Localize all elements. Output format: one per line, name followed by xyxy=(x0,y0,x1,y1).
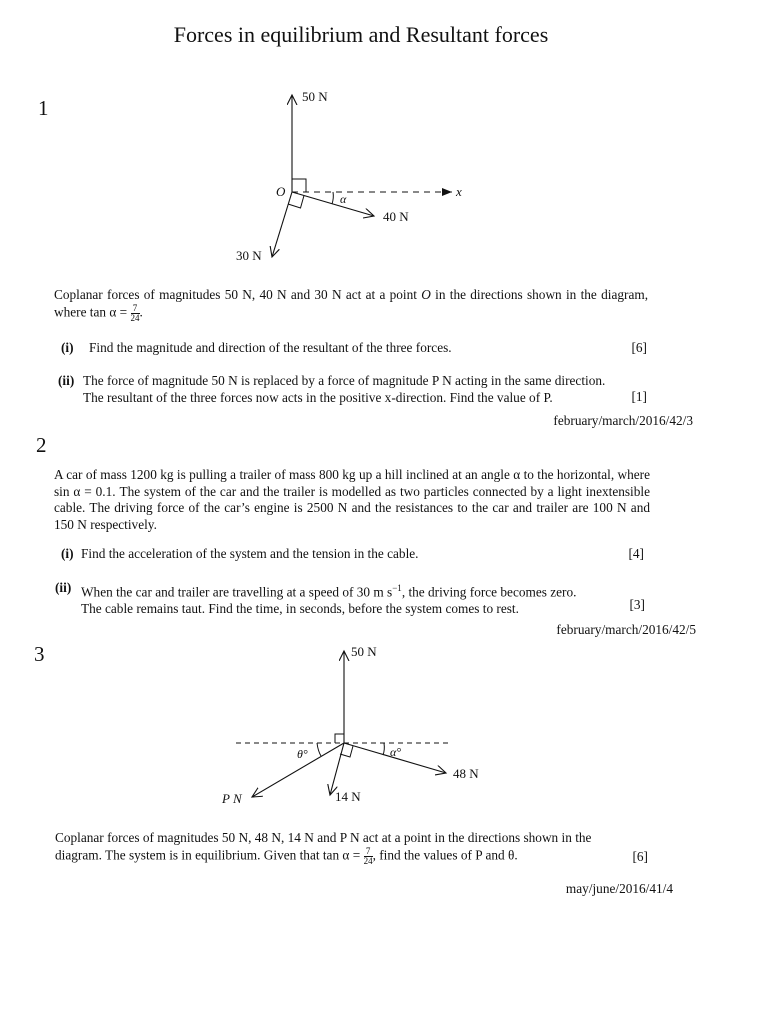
force-30n-arrow xyxy=(272,192,292,257)
force-14n-arrow xyxy=(330,743,344,795)
force-diagram-3 xyxy=(0,630,768,820)
label-alpha: α° xyxy=(390,745,402,759)
source-reference: february/march/2016/42/5 xyxy=(556,622,696,637)
label-origin: O xyxy=(276,184,286,199)
label-alpha: α xyxy=(340,192,347,206)
label-50n: 50 N xyxy=(302,89,328,104)
question-2-text: A car of mass 1200 kg is pulling a trailer of mass 800 kg up a hill inclined at an angle α to the horizontal, where sin α = 0.1. The system of the car and the trailer is modelled as two particles connected by a light inextensible cable. The driving force of the car’s engine is 2500 N and the resistances to the car and trailer are 100 N and 150 N respectively. xyxy=(54,467,650,532)
angle-arc-theta xyxy=(317,743,321,756)
label-30n: 30 N xyxy=(236,248,262,263)
marks: [3] xyxy=(629,597,645,612)
marks: [4] xyxy=(628,546,644,561)
label-14n: 14 N xyxy=(335,789,361,804)
label-50n: 50 N xyxy=(351,644,377,659)
right-angle-mark xyxy=(335,734,344,743)
angle-arc-alpha xyxy=(383,743,384,755)
question-3-text: Coplanar forces of magnitudes 50 N, 48 N, 14 N and P N act at a point in the directions shown in the diagram. The system is in equilibrium. Given that tan α = $\frac{7}{24}$ , find the values of P and θ. [6] xyxy=(55,830,648,866)
question-number: 1 xyxy=(38,96,49,120)
fraction: $\frac{7}{24}$ xyxy=(363,845,373,866)
question-1-part-ii: (ii) The force of magnitude 50 N is replaced by a force of magnitude P N acting in the same direction. The resultant of the three forces now acts in the positive x-direction. Find the value of P. [1] xyxy=(58,373,647,405)
question-2-part-i: (i) Find the acceleration of the system and the tension in the cable. [4] xyxy=(61,546,644,561)
question-1-part-i: (i) Find the magnitude and direction of the resultant of the three forces. [6] xyxy=(61,340,647,355)
marks: [6] xyxy=(632,849,648,864)
marks: [6] xyxy=(631,340,647,355)
label-40n: 40 N xyxy=(383,209,409,224)
label-pn: P N xyxy=(222,791,242,806)
page-title: Forces in equilibrium and Resultant forces xyxy=(173,22,549,47)
source-reference: may/june/2016/41/4 xyxy=(565,881,673,896)
angle-arc xyxy=(332,192,333,204)
question-1-text: Coplanar forces of magnitudes 50 N, 40 N and 30 N act at a point O in the directions shown in the diagram, where tan α = $\frac{7}{24}$ . xyxy=(54,287,649,323)
label-x-axis: x xyxy=(456,184,462,199)
label-theta: θ° xyxy=(297,747,308,761)
question-2-part-ii: (ii) When the car and trailer are travelling at a speed of 30 m $s^{-1}$, the driving force becomes zero. The cable remains taut. Find the time, in seconds, before the system comes to rest. [3] xyxy=(55,580,645,616)
force-diagram-1 xyxy=(0,0,768,280)
question-number: 2 xyxy=(36,433,47,457)
right-angle-mark xyxy=(292,179,306,192)
question-number: 3 xyxy=(34,642,45,666)
fraction: $\frac{7}{24}$ xyxy=(130,302,140,323)
marks: [1] xyxy=(631,389,647,404)
source-reference: february/march/2016/42/3 xyxy=(553,413,693,428)
label-48n: 48 N xyxy=(453,766,479,781)
